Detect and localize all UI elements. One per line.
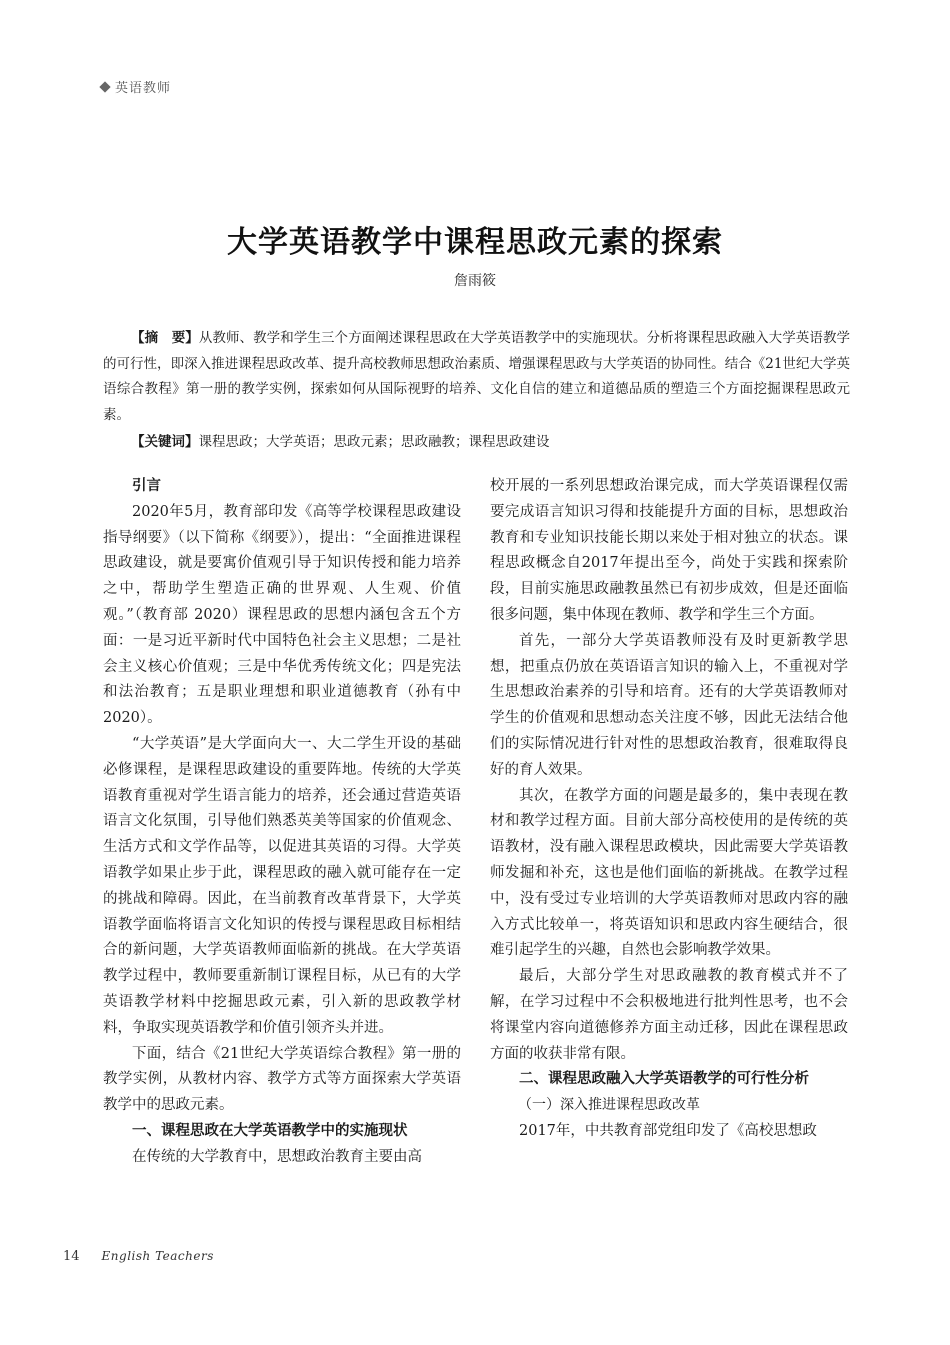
keywords-text: 课程思政；大学英语；思政元素；思政融教；课程思政建设: [198, 434, 550, 450]
journal-name: English Teachers: [101, 1249, 214, 1263]
section-heading: 一、课程思政在大学英语教学中的实施现状: [132, 1122, 408, 1139]
abstract-label: 【摘 要】: [131, 330, 199, 346]
body-paragraph: “大学英语”是大学面向大一、大二学生开设的基础必修课程，是课程思政建设的重要阵地。传统的大学英语教育重视对学生语言能力的培养，还会通过营造英语语言文化氛围，引导他们熟悉英美等国家的价值观念、生活方式和文学作品等，以促进其英语的习得。大学英语教学如果止步于此，课程思政的融入就可能存在一定的挑战和障碍。因此，在当前教育改革背景下，大学英语教学面临将语言文化知识的传授与课程思政目标相结合的新问题，大学英语教师面临新的挑战。在大学英语教学过程中，教师要重新制订课程目标，从已有的大学英语教学材料中挖掘思政元素，引入新的思政教学材料，争取实现英语教学和价值引领齐头并进。: [103, 735, 461, 1036]
subsection-heading: （一）深入推进课程思政改革: [518, 1097, 700, 1114]
abstract-block: [103, 326, 850, 456]
body-paragraph: 校开展的一系列思想政治课完成，而大学英语课程仅需要完成语言知识习得和技能提升方面的目标，思想政治教育和专业知识技能长期以来处于相对独立的状态。课程思政概念自2017年提出至今，尚处于实践和探索阶段，目前实施思政融教虽然已有初步成效，但是还面临很多问题，集中体现在教师、教学和学生三个方面。: [490, 478, 848, 623]
page-number: 14: [63, 1249, 80, 1264]
body-paragraph: 2020年5月，教育部印发《高等学校课程思政建设指导纲要》（以下简称《纲要》），提出：“全面推进课程思政建设，就是要寓价值观引导于知识传授和能力培养之中，帮助学生塑造正确的世界观、人生观、价值观。”（教育部 2020）课程思政的思想内涵包含五个方面：一是习近平新时代中国特色社会主义思想；二是社会主义核心价值观；三是中华优秀传统文化；四是宪法和法治教育；五是职业理想和职业道德教育（孙有中 2020）。: [103, 503, 461, 727]
diamond-icon: [99, 81, 110, 92]
article-author: 詹雨筱: [454, 273, 496, 289]
abstract-text: 从教师、教学和学生三个方面阐述课程思政在大学英语教学中的实施现状。分析将课程思政融入大学英语教学的可行性，即深入推进课程思政改革、提升高校教师思想政治素质、增强课程思政与大学英语的协同性。结合《21世纪大学英语综合教程》第一册的教学实例，探索如何从国际视野的培养、文化自信的建立和道德品质的塑造三个方面挖掘课程思政元素。: [103, 330, 851, 423]
keywords-paragraph: [103, 430, 850, 456]
keywords-label: 【关键词】: [131, 434, 199, 450]
body-paragraph: 最后，大部分学生对思政融教的教育模式并不了解，在学习过程中不会积极地进行批判性思考，也不会将课堂内容向道德修养方面主动迁移，因此在课程思政方面的收获非常有限。: [490, 968, 848, 1062]
body-paragraph: 首先，一部分大学英语教师没有及时更新教学思想，把重点仍放在英语语言知识的输入上，不重视对学生思想政治素养的引导和培育。还有的大学英语教师对学生的价值观和思想动态关注度不够，因此无法结合他们的实际情况进行针对性的思想政治教育，很难取得良好的育人效果。: [490, 632, 848, 778]
body-paragraph: 2017年，中共教育部党组印发了《高校思想政: [519, 1122, 817, 1139]
left-column: [103, 474, 461, 1171]
abstract-paragraph: [103, 326, 850, 428]
section-tag: [101, 77, 171, 96]
body-paragraph: 在传统的大学教育中，思想政治教育主要由高: [132, 1148, 422, 1165]
section-heading: 二、课程思政融入大学英语教学的可行性分析: [519, 1071, 809, 1088]
article-title: 大学英语教学中课程思政元素的探索: [227, 225, 723, 260]
right-column: [490, 474, 848, 1145]
intro-heading: 引言: [132, 478, 161, 494]
body-paragraph: 下面，结合《21世纪大学英语综合教程》第一册的教学实例，从教材内容、教学方式等方面探索大学英语教学中的思政元素。: [103, 1045, 461, 1114]
body-paragraph: 其次，在教学方面的问题是最多的，集中表现在教材和教学过程方面。目前大部分高校使用的是传统的英语教材，没有融入课程思政模块，因此需要大学英语教师发掘和补充，这也是他们面临的新挑战。在教学过程中，没有受过专业培训的大学英语教师对思政内容的融入方式比较单一，将英语知识和思政内容生硬结合，很难引起学生的兴趣，自然也会影响教学效果。: [490, 787, 848, 959]
section-tag-label: 英语教师: [115, 81, 172, 96]
page-footer: [63, 1249, 214, 1264]
